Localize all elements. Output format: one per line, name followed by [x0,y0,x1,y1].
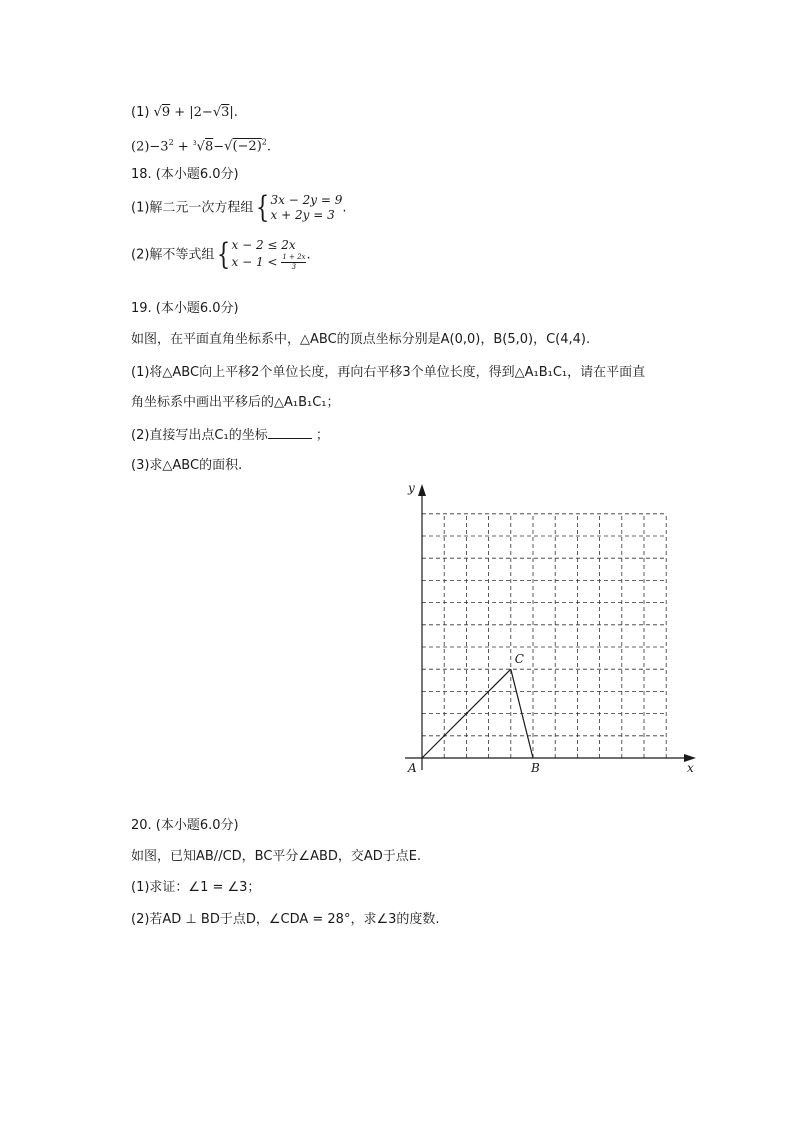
x-axis-label: x [687,761,694,775]
q19-part1-line2: 角坐标系中画出平移后的△A₁B₁C₁； [131,395,340,410]
q19-header: 19. (本小题6.0分) [131,301,239,316]
q17-part1 [131,104,238,122]
q17-part2-end: . [266,139,271,155]
fraction: $\frac{1 + 2x}{3}$ [282,253,306,271]
q17-part2-plus: + [173,139,193,155]
answer-blank[interactable] [268,426,312,439]
q17-part2 [131,134,271,156]
q19-part1-line1: (1)将△ABC向上平移2个单位长度，再向右平移3个单位长度，得到△A₁B₁C₁，请在平面直 [131,365,646,380]
sqrt-neg2-sq: $√(-2)^2$ [224,138,267,155]
q18-part1 [131,190,347,225]
q20-part1: (1)求证：∠1 = ∠3； [131,880,261,895]
q17-part1-end: |. [229,105,238,120]
q18-part2-end: . [306,247,311,263]
exp-2: 2 [168,138,174,147]
axes [405,484,696,770]
q17-part2-minus: − [213,139,225,155]
q20-part2: (2)若AD ⊥ BD于点D，∠CDA = 28°，求∠3的度数. [131,912,440,927]
equation-system: { 3x − 2y = 9 x + 2y = 3 [256,190,343,225]
q18-part2-label: (2)解不等式组 [131,247,215,263]
q18-header: 18. (本小题6.0分) [131,167,239,182]
y-axis-label: y [408,481,415,495]
equation-1: 3x − 2y = 9 [270,193,343,207]
segment-AC [422,669,511,758]
inequality-2: x − 1 < $\frac{1 + 2x}{3}$ [231,253,306,271]
q19-part2-end: ； [315,428,329,443]
inequality-system: { x − 2 ≤ 2x x − 1 < $\frac{1 + 2x}{3}$ [217,237,306,272]
coordinate-graph [0,470,794,790]
q19-part3: (3)求△ABC的面积. [131,458,243,473]
sqrt-9: √9 [153,105,171,120]
q19-part2-text: (2)直接写出点C₁的坐标 [131,428,268,443]
cbrt-8: √8 [196,139,214,155]
q17-part1-label: (1) [131,105,154,120]
point-label-C: C [514,652,524,667]
root-index: 3 [192,140,197,147]
point-label-A: A [408,761,417,775]
y-axis-arrow [418,484,426,496]
equation-2: x + 2y = 3 [270,208,335,222]
inequality-1: x − 2 ≤ 2x [231,238,296,252]
point-label-B: B [531,761,540,775]
q18-part2 [131,238,311,272]
sqrt-3: √3 [212,105,230,120]
q19-intro: 如图，在平面直角坐标系中，△ABC的顶点坐标分别是A(0,0)，B(5,0)，C(4,4). [131,332,591,347]
q20-intro: 如图，已知AB//CD，BC平分∠ABD，交AD于点E. [131,849,422,864]
q18-part1-label: (1)解二元一次方程组 [131,200,254,216]
q19-part2 [131,426,329,445]
q17-part1-plus: + |2− [170,105,213,120]
q17-part2-label: (2)−3 [131,139,169,155]
q20-header: 20. (本小题6.0分) [131,818,239,833]
q18-part1-end: . [342,200,347,216]
